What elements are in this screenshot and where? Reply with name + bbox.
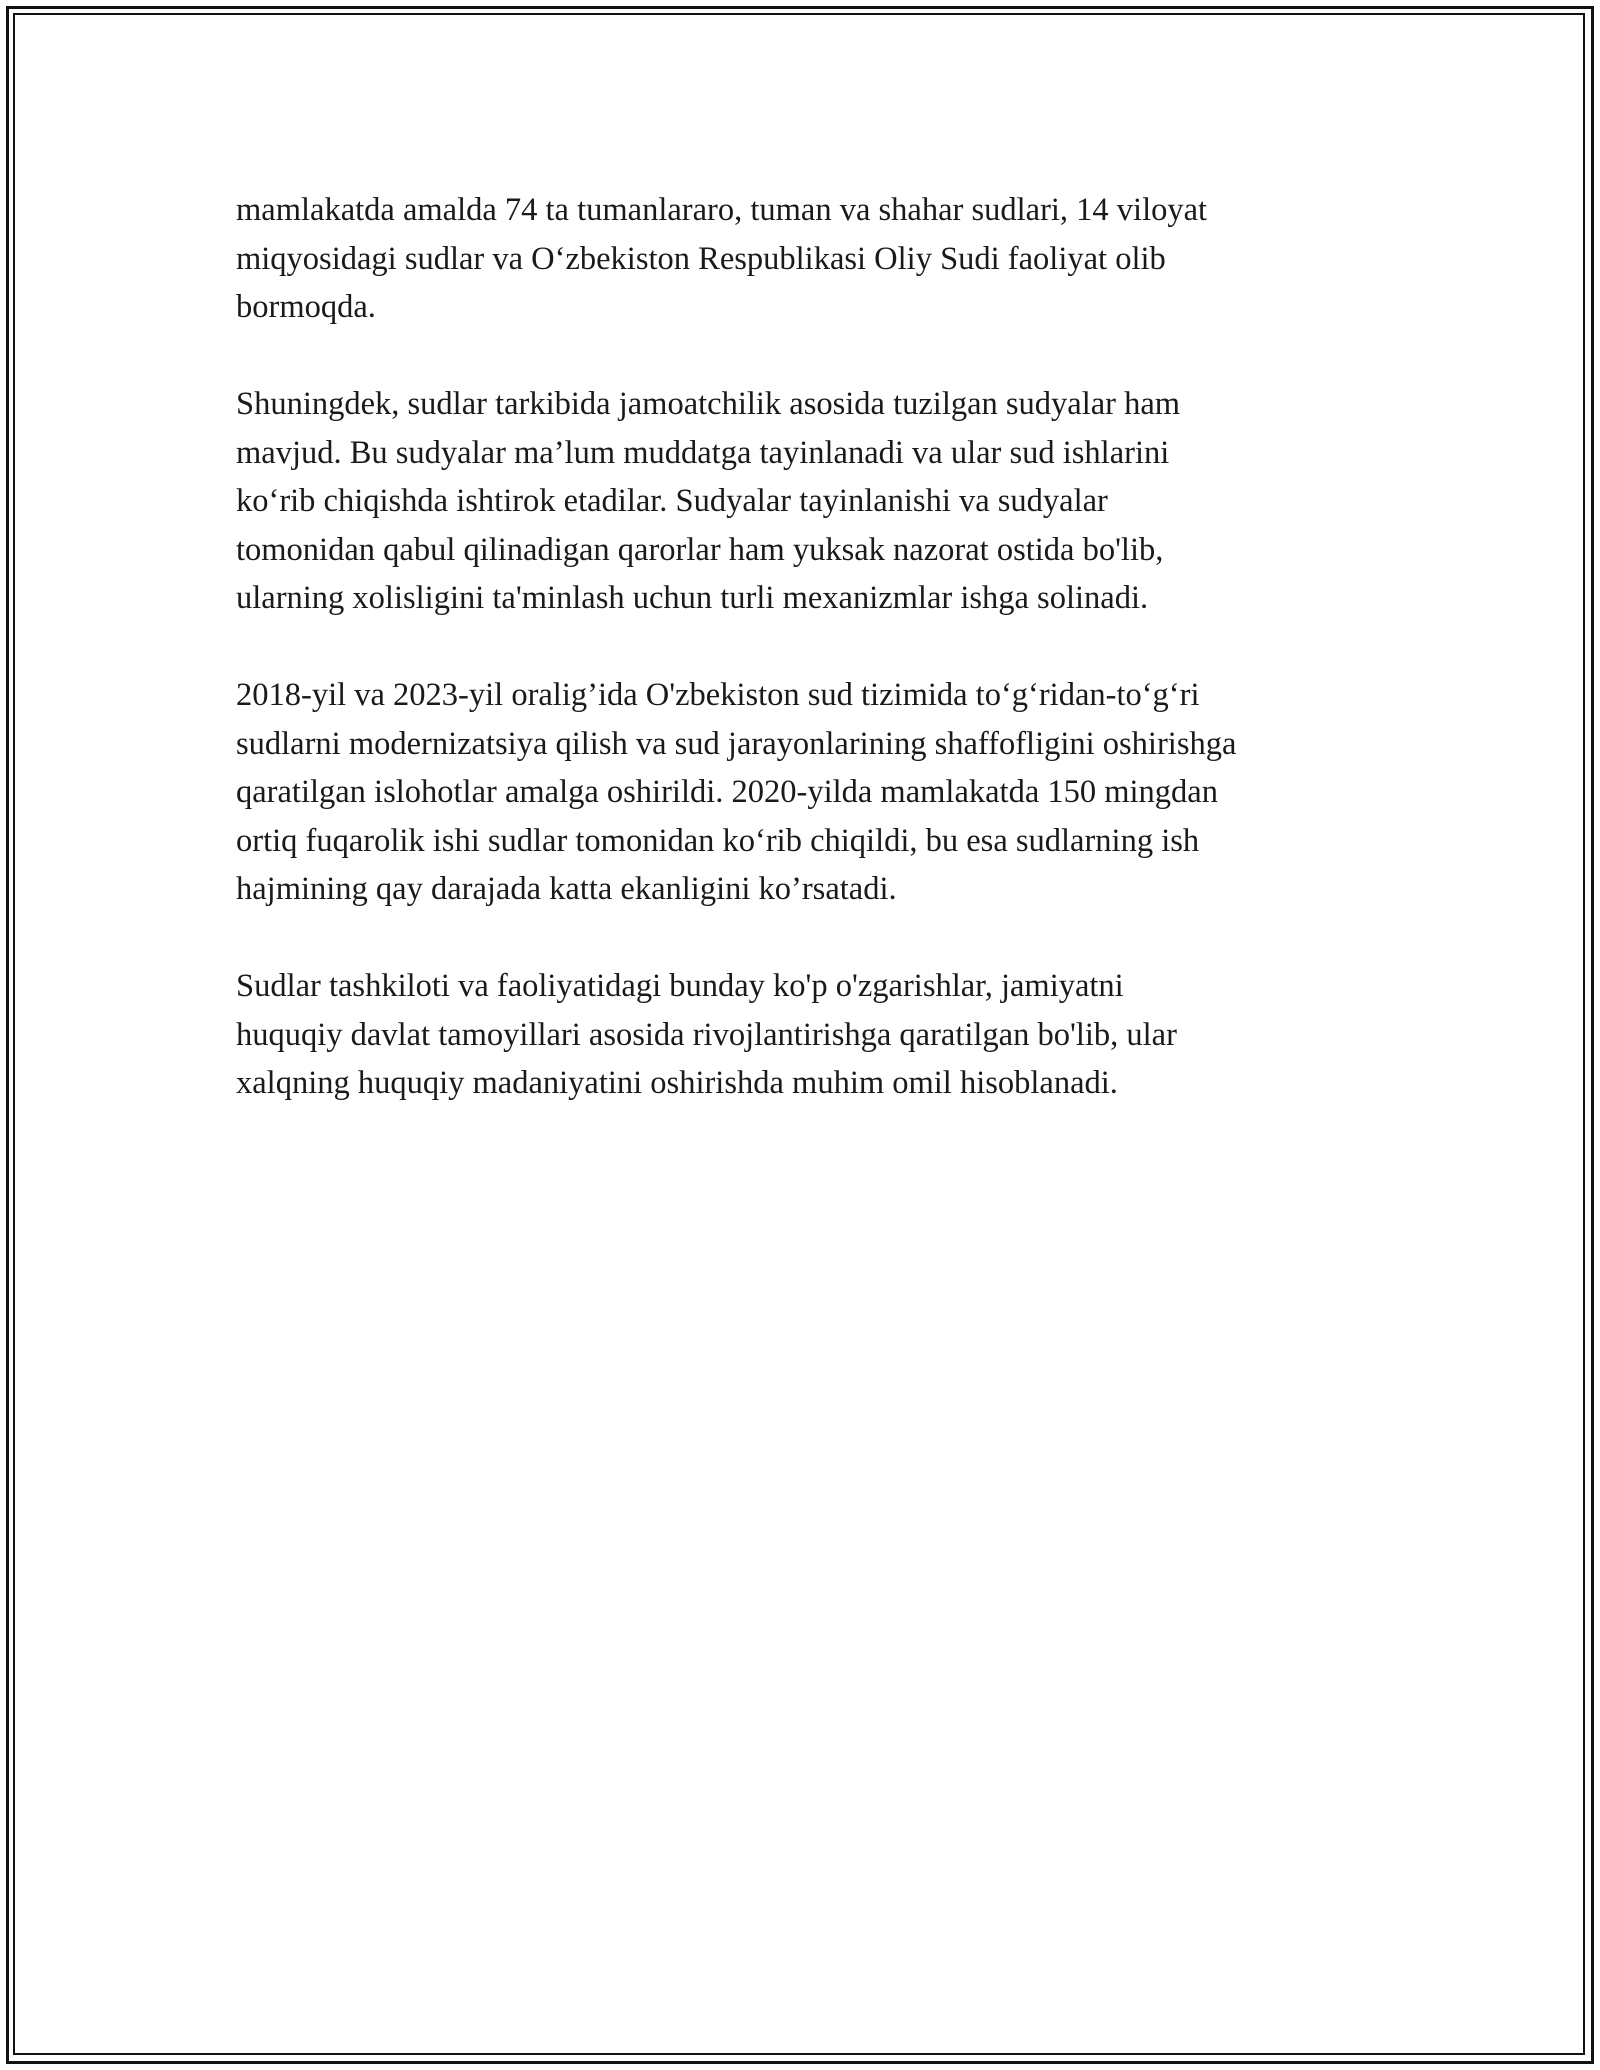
text-line: 2018-yil va 2023-yil oralig’ida O'zbekiston sud tizimida to‘g‘ridan-to‘g‘ri [236, 677, 1200, 713]
text-line: huquqiy davlat tamoyillari asosida rivojlantirishga qaratilgan bo'lib, ular [236, 1016, 1177, 1053]
text-line: Sudlar tashkiloti va faoliyatidagi bunday ko'p o'zgarishlar, jamiyatni [236, 968, 1124, 1004]
text-line: Shuningdek, sudlar tarkibida jamoatchilik asosida tuzilgan sudyalar ham [236, 386, 1181, 422]
text-line: tomonidan qabul qilinadigan qarorlar ham yuksak nazorat ostida bo'lib, [236, 531, 1164, 568]
text-line: bormoqda. [236, 289, 376, 325]
text-line: miqyosidagi sudlar va O‘zbekiston Respublikasi Oliy Sudi faoliyat olib [236, 240, 1166, 277]
text-line: ortiq fuqarolik ishi sudlar tomonidan ko‘rib chiqildi, bu esa sudlarning ish [236, 822, 1200, 859]
paragraph-3 [236, 671, 1376, 914]
text-line: hajmining qay darajada katta ekanligini ko’rsatadi. [236, 871, 897, 907]
paragraph-1 [236, 186, 1376, 332]
paragraph-4 [236, 962, 1376, 1108]
text-line: qaratilgan islohotlar amalga oshirildi. 2020-yilda mamlakatda 150 mingdan [236, 774, 1218, 810]
document-body [236, 186, 1376, 1108]
text-line: ko‘rib chiqishda ishtirok etadilar. Sudyalar tayinlanishi va sudyalar [236, 483, 1108, 519]
text-line: mavjud. Bu sudyalar ma’lum muddatga tayinlanadi va ular sud ishlarini [236, 434, 1170, 471]
text-line: sudlarni modernizatsiya qilish va sud jarayonlarining shaffofligini oshirishga [236, 725, 1237, 762]
text-line: xalqning huquqiy madaniyatini oshirishda muhim omil hisoblanadi. [236, 1065, 1118, 1101]
text-line: ularning xolisligini ta'minlash uchun turli mexanizmlar ishga solinadi. [236, 580, 1149, 616]
text-line: mamlakatda amalda 74 ta tumanlararo, tuman va shahar sudlari, 14 viloyat [236, 192, 1208, 228]
paragraph-2 [236, 380, 1376, 623]
